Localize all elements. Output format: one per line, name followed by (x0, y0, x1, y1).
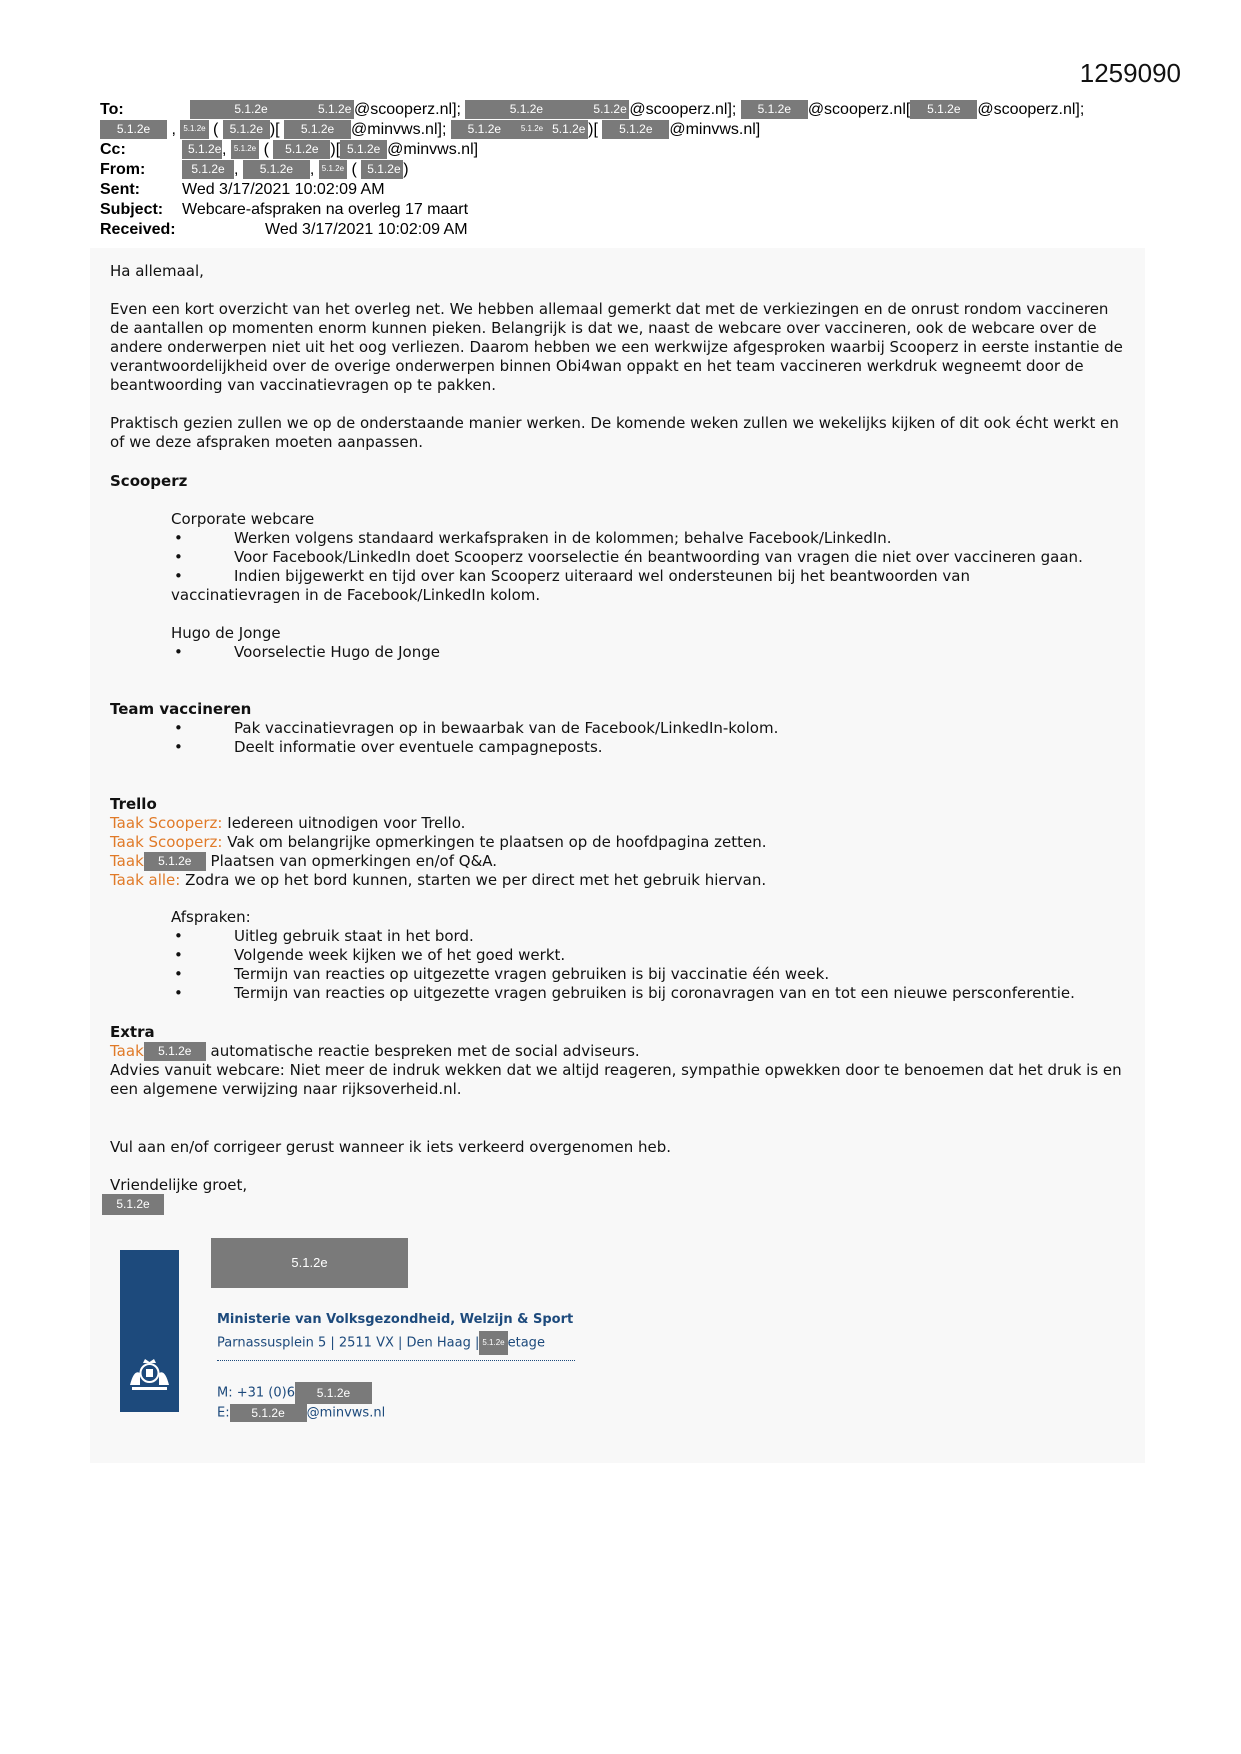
redaction: 5.1.2e (602, 120, 669, 139)
redaction: 5.1.2e (223, 120, 270, 139)
cc-row: Cc: 5.1.2e, 5.1.2e ( 5.1.2e )[ 5.1.2e @minvws.nl] (100, 141, 479, 158)
redaction: 5.1.2e (180, 120, 208, 139)
redaction: 5.1.2e (910, 100, 977, 119)
task-prefix: Taak alle: (110, 871, 181, 889)
redaction: 5.1.2e (182, 140, 222, 159)
redaction: 5.1.2e (243, 160, 310, 179)
received-label: Received: (100, 221, 176, 238)
sent-label: Sent: (100, 181, 140, 198)
ministry-name: Ministerie van Volksgezondheid, Welzijn & Sport (217, 1312, 574, 1327)
redaction: 5.1.2e (546, 120, 588, 139)
mobile-prefix: M: +31 (0)6 (217, 1385, 295, 1401)
redaction: 5.1.2e (211, 1238, 408, 1288)
redaction: 5.1.2e (273, 140, 330, 159)
team-list (171, 719, 1121, 757)
redaction: 5.1.2e (451, 120, 518, 139)
redaction: 5.1.2e (182, 160, 234, 179)
corporate-section (171, 510, 1121, 605)
team-heading: Team vaccineren (110, 700, 252, 718)
regards: Vriendelijke groet, (110, 1176, 248, 1194)
redaction: 5.1.2e (295, 1382, 372, 1404)
email-prefix: E: (217, 1405, 230, 1421)
list-item: • Termijn van reacties op uitgezette vragen gebruiken is bij coronavragen van en tot een nieuwe persconferentie. (171, 984, 1121, 1003)
redaction: 5.1.2e (465, 100, 587, 119)
from-label: From: (100, 161, 146, 178)
from-row: From: 5.1.2e , 5.1.2e , 5.1.2e ( 5.1.2e ) (100, 161, 409, 178)
address-text: Parnassusplein 5 | 2511 VX | Den Haag | (217, 1335, 480, 1351)
task-prefix: Taak Scooperz: (110, 814, 223, 832)
extra-section (110, 1042, 1130, 1099)
list-item: • Voorselectie Hugo de Jonge (171, 643, 1121, 662)
mobile-line (217, 1382, 372, 1404)
list-item: • Indien bijgewerkt en tijd over kan Scooperz uiteraard wel ondersteunen bij het beantwoorden van (171, 567, 1121, 586)
redaction: 5.1.2e (518, 120, 546, 139)
list-item: • Termijn van reacties op uitgezette vragen gebruiken is bij vaccinatie één week. (171, 965, 1121, 984)
sent-value: Wed 3/17/2021 10:02:09 AM (182, 181, 385, 198)
list-item: • Deelt informatie over eventuele campagneposts. (171, 738, 1121, 757)
royal-crest-icon (126, 1355, 173, 1395)
to-part: @minvws.nl]; (351, 121, 447, 138)
to-part: @scooperz.nl]; (354, 101, 461, 118)
received-row (100, 220, 468, 240)
redaction: 5.1.2e (231, 140, 259, 159)
list-item: • Uitleg gebruik staat in het bord. (171, 927, 1121, 946)
extra-heading: Extra (110, 1023, 155, 1041)
intro-paragraph: Even een kort overzicht van het overleg net. We hebben allemaal gemerkt dat met de verkiezingen en de onrust rondom vaccineren de aantallen op momenten enorm kunnen pieken. Belangrijk is dat we, naast de webcare over vaccineren, ook de webcare over de andere onderwerpen niet uit het oog verliezen. Daarom hebben we een werkwijze afgesproken waarbij Scooperz in eerste instantie de verantwoordelijkheid over de overige onderwerpen binnen Obi4wan oppakt en het team vaccineren werkdruk wegneemt door de beantwoording van vaccinatievragen op te pakken. (110, 300, 1123, 394)
redaction: 5.1.2e (230, 1404, 307, 1422)
corporate-label: Corporate webcare (171, 510, 315, 528)
redaction: 5.1.2e (190, 100, 312, 119)
to-part: @scooperz.nl]; (629, 101, 737, 118)
to-part: @scooperz.nl]; (977, 101, 1085, 118)
to-row-2: 5.1.2e , 5.1.2e ( 5.1.2e )[ 5.1.2e @minvws.nl]; 5.1.2e 5.1.2e 5.1.2e )[ 5.1.2e @minvws.nl] (100, 120, 760, 140)
to-part: @minvws.nl] (669, 121, 761, 138)
document-id: 1259090 (1079, 58, 1181, 88)
ministry-address (217, 1331, 545, 1355)
cc-label: Cc: (100, 141, 126, 158)
hugo-list (171, 643, 1121, 662)
task-text: Zodra we op het bord kunnen, starten we per direct met het gebruik hiervan. (180, 871, 767, 889)
team-section (171, 719, 1121, 757)
practical-paragraph: Praktisch gezien zullen we op de onderstaande manier werken. De komende weken zullen we wekelijks kijken of dit ook écht werkt en of we deze afspraken moeten aanpassen. (110, 414, 1119, 451)
list-item: • Volgende week kijken we of het goed werkt. (171, 946, 1121, 965)
trello-heading: Trello (110, 795, 157, 813)
task-text: Vak om belangrijke opmerkingen te plaatsen op de hoofdpagina zetten. (222, 833, 767, 851)
list-item: • Pak vaccinatievragen op in bewaarbak van de Facebook/LinkedIn-kolom. (171, 719, 1121, 738)
trello-line (110, 871, 1130, 890)
list-item: • Werken volgens standaard werkafspraken in de kolommen; behalve Facebook/LinkedIn. (171, 529, 1121, 548)
task-prefix: Taak Scooperz: (110, 833, 223, 851)
task-prefix: Taak (110, 1042, 144, 1060)
cc-value: @minvws.nl] (387, 141, 479, 158)
signature-name-redacted (211, 1238, 408, 1288)
closing-line: Vul aan en/of corrigeer gerust wanneer ik iets verkeerd overgenomen heb. (110, 1138, 672, 1156)
extra-advice: Advies vanuit webcare: Niet meer de indruk wekken dat we altijd reageren, sympathie opwekken door te benoemen dat het druk is en een algemene verwijzing naar rijksoverheid.nl. (110, 1061, 1122, 1098)
subject-label: Subject: (100, 201, 164, 218)
task-text: automatische reactie bespreken met de social adviseurs. (205, 1042, 640, 1060)
scooperz-heading: Scooperz (110, 472, 188, 490)
subject-value: Webcare-afspraken na overleg 17 maart (182, 201, 469, 218)
redaction: 5.1.2e (319, 160, 347, 179)
received-value: Wed 3/17/2021 10:02:09 AM (265, 221, 468, 238)
corporate-list (171, 529, 1121, 586)
list-item-continuation: vaccinatievragen in de Facebook/LinkedIn kolom. (171, 586, 541, 604)
subject-row (100, 200, 468, 220)
task-text: Plaatsen van opmerkingen en/of Q&A. (205, 852, 498, 870)
extra-task (110, 1042, 1130, 1061)
trello-line (110, 814, 1130, 833)
afspraken-label: Afspraken: (171, 908, 251, 926)
email-line (217, 1404, 385, 1422)
redaction: 5.1.2e (102, 1194, 164, 1215)
sender-name-redacted (102, 1194, 1122, 1215)
afspraken-list (171, 927, 1121, 1003)
to-row (100, 100, 1084, 120)
redaction: 5.1.2e (144, 1042, 206, 1061)
trello-line (110, 833, 1130, 852)
redaction: 5.1.2e (312, 100, 354, 119)
redaction: 5.1.2e (284, 120, 351, 139)
trello-section (110, 814, 1130, 890)
email-suffix: @minvws.nl (306, 1405, 386, 1421)
list-item: • Voor Facebook/LinkedIn doet Scooperz voorselectie én beantwoording van vragen die niet over vaccineren gaan. (171, 548, 1121, 567)
redaction: 5.1.2e (340, 140, 387, 159)
redaction: 5.1.2e (361, 160, 403, 179)
redaction: 5.1.2e (587, 100, 629, 119)
sent-row (100, 180, 385, 200)
task-prefix: Taak (110, 852, 144, 870)
afspraken-section (171, 908, 1121, 1003)
task-text: Iedereen uitnodigen voor Trello. (222, 814, 466, 832)
redaction: 5.1.2e (479, 1331, 507, 1355)
hugo-section (171, 624, 1121, 662)
redaction: 5.1.2e (100, 120, 167, 139)
to-part: @scooperz.nl[ (807, 101, 911, 118)
redaction: 5.1.2e (741, 100, 808, 119)
hugo-label: Hugo de Jonge (171, 624, 281, 642)
redaction: 5.1.2e (144, 852, 206, 871)
address-suffix: etage (507, 1335, 545, 1351)
greeting: Ha allemaal, (110, 262, 204, 280)
signature-divider (217, 1360, 575, 1361)
to-label: To: (100, 101, 124, 118)
trello-line (110, 852, 1130, 871)
